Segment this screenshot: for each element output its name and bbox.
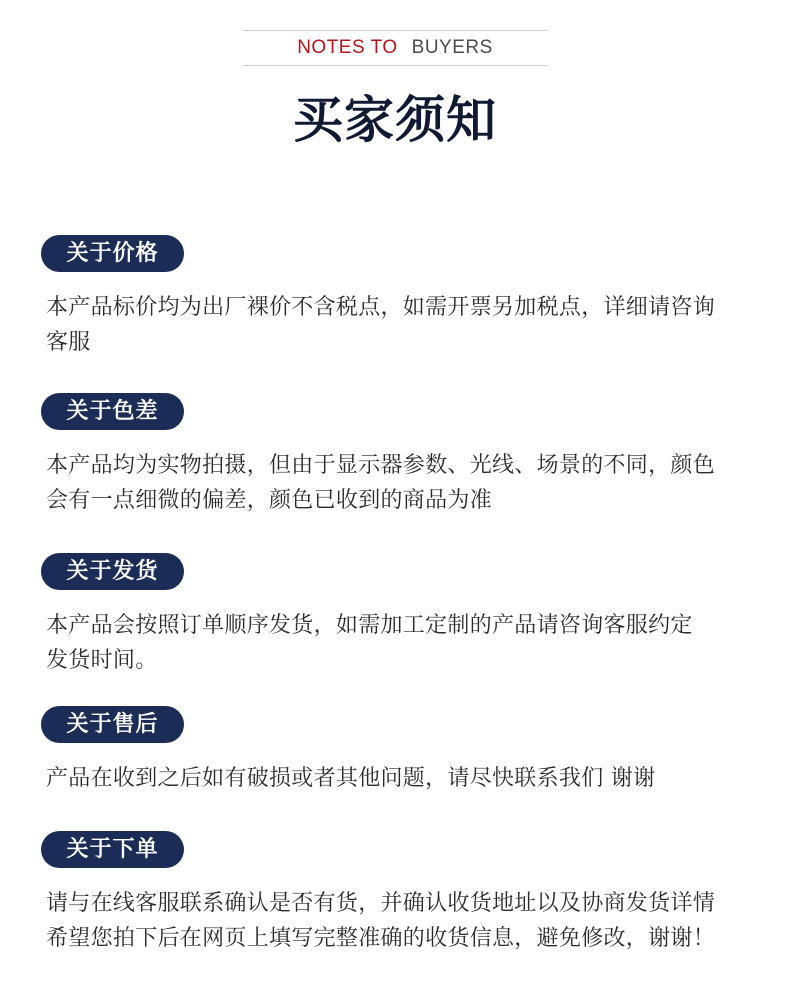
section-body-line: 本产品均为实物拍摄，但由于显示器参数、光线、场景的不同，颜色 [46,453,716,478]
section-heading-badge: 关于价格 [41,235,184,272]
page-header [0,0,790,170]
page-title: 买家须知 [293,91,497,149]
notes-to-label: NOTES TO [297,37,398,58]
header-bottom-rule [243,65,548,66]
section-heading-badge: 关于色差 [41,393,184,430]
section-body-line: 希望您拍下后在网页上填写完整准确的收货信息，避免修改，谢谢！ [46,926,716,951]
header-top-rule [243,30,548,31]
section-body [46,608,758,678]
section-body-line: 本产品会按照订单顺序发货，如需加工定制的产品请咨询客服约定 [46,613,693,638]
notes-to-buyers-label [0,37,790,59]
section-body [46,290,758,360]
section-heading-badge: 关于下单 [41,831,184,868]
section-body-line: 发货时间。 [46,648,158,673]
section-body [46,886,758,956]
section-body-line: 客服 [46,330,91,355]
section-body [46,448,758,518]
section-heading-badge: 关于发货 [41,553,184,590]
section-body-line: 产品在收到之后如有破损或者其他问题，请尽快联系我们 谢谢 [46,766,656,791]
section-heading-badge: 关于售后 [41,706,184,743]
section-body [46,761,758,796]
buyers-label: BUYERS [411,37,493,58]
section-body-line: 请与在线客服联系确认是否有货，并确认收货地址以及协商发货详情 [46,891,716,916]
section-body-line: 会有一点细微的偏差，颜色已收到的商品为准 [46,488,493,513]
section-body-line: 本产品标价均为出厂裸价不含税点，如需开票另加税点，详细请咨询 [46,295,716,320]
